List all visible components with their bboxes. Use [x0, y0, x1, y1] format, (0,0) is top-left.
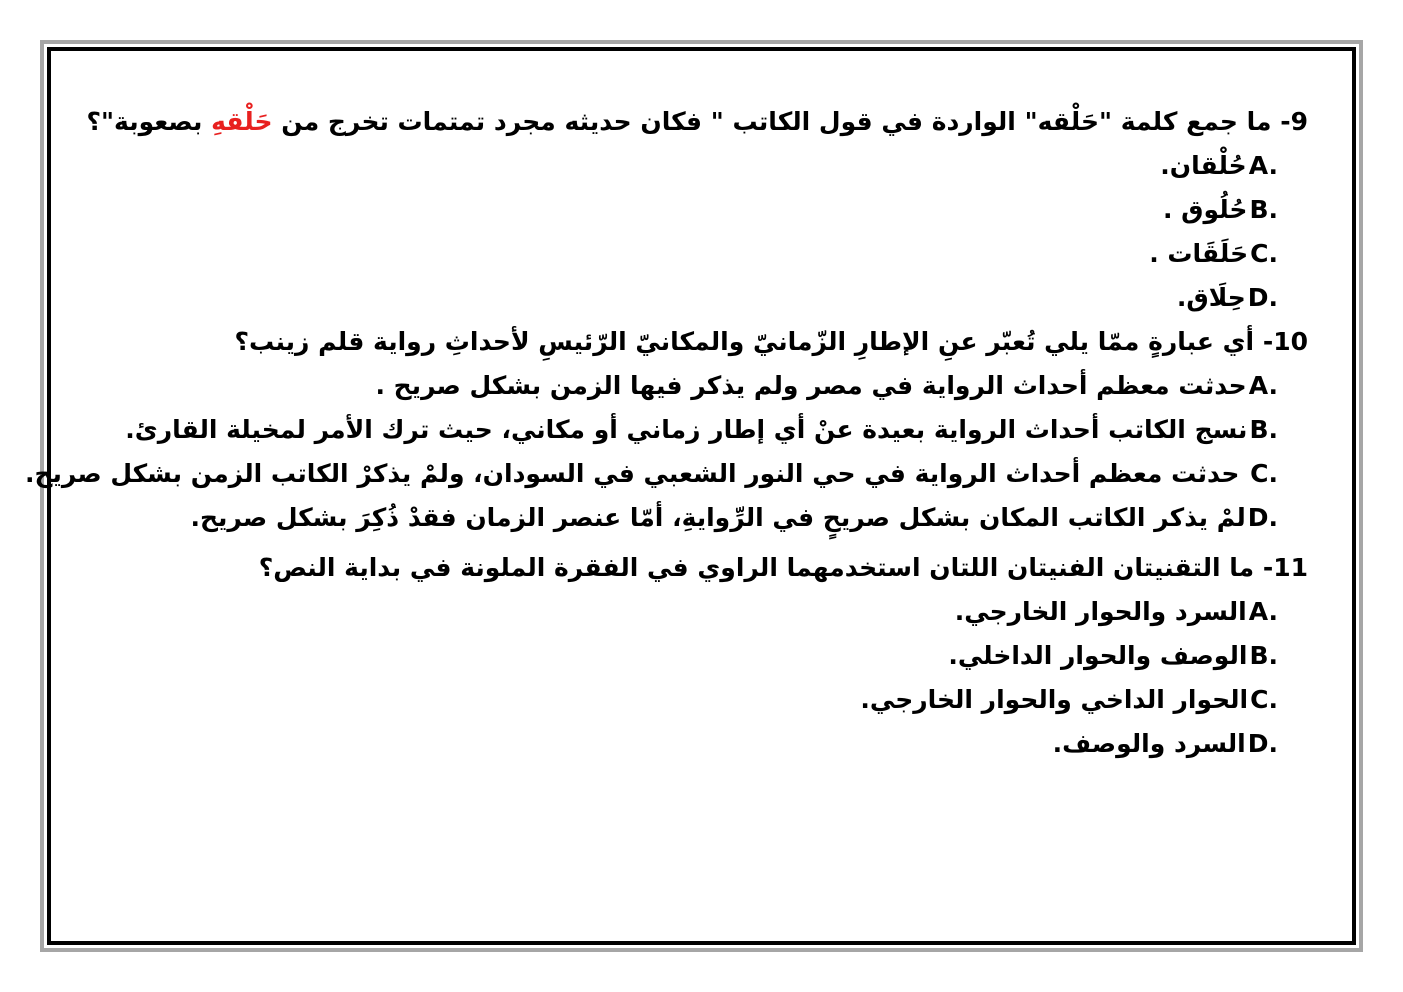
option-letter: D.	[1247, 729, 1278, 758]
quiz-content	[25, 100, 1308, 766]
option-letter: C.	[1250, 239, 1278, 268]
option-letter: A.	[1248, 597, 1278, 626]
option-text: حُلُوق .	[1162, 195, 1248, 224]
question-10	[60, 320, 1308, 364]
question-10-number: 10-	[1262, 327, 1308, 356]
option-letter: C.	[1250, 685, 1278, 714]
option-letter: B.	[1249, 415, 1278, 444]
question-9-highlight: حَلْقهِ	[211, 107, 273, 136]
option-9-c[interactable]	[60, 232, 1278, 276]
question-9-options	[60, 144, 1308, 320]
question-9-text-end: بصعوبة"؟	[86, 107, 212, 136]
option-letter: A.	[1248, 151, 1278, 180]
option-text: الحوار الداخي والحوار الخارجي.	[860, 685, 1249, 714]
question-9-number: 9-	[1280, 107, 1308, 136]
option-text: حِلَاق.	[1176, 283, 1246, 312]
option-text: حدثت معظم أحداث الرواية في مصر ولم يذكر فيها الزمن بشكل صريح .	[375, 371, 1247, 400]
question-10-text: أي عبارةٍ ممّا يلي تُعبّر عنِ الإطارِ الزّمانيّ والمكانيّ الرّئيسِ لأحداثِ رواية قلم زينب؟	[234, 327, 1263, 356]
question-11-number: 11-	[1262, 553, 1308, 582]
option-text: نسج الكاتب أحداث الرواية بعيدة عنْ أي إطار زماني أو مكاني، حيث ترك الأمر لمخيلة القارئ.	[125, 415, 1248, 444]
option-letter: B.	[1249, 195, 1278, 224]
option-10-b[interactable]	[60, 408, 1278, 452]
option-9-a[interactable]	[60, 144, 1278, 188]
option-9-d[interactable]	[60, 276, 1278, 320]
option-11-a[interactable]	[60, 590, 1278, 634]
option-text: حدثت معظم أحداث الرواية في حي النور الشعبي في السودان، ولمْ يذكرْ الكاتب الزمن بشكل صريح.	[25, 459, 1249, 488]
question-9-text: ما جمع كلمة "حَلْقه" الواردة في قول الكاتب " فكان حديثه مجرد تمتمات تخرج من	[272, 107, 1281, 136]
option-text: لمْ يذكر الكاتب المكان بشكل صريحٍ في الرِّوايةِ، أمّا عنصر الزمان فقدْ ذُكِرَ بشكل صريح.	[190, 503, 1246, 532]
option-letter: C.	[1250, 459, 1278, 488]
option-letter: B.	[1249, 641, 1278, 670]
option-text: حُلْقان.	[1160, 151, 1247, 180]
option-11-b[interactable]	[60, 634, 1278, 678]
option-text: السرد والوصف.	[1052, 729, 1246, 758]
option-11-c[interactable]	[60, 678, 1278, 722]
option-10-c[interactable]	[25, 452, 1278, 496]
option-letter: A.	[1248, 371, 1278, 400]
question-11	[60, 546, 1308, 590]
question-9	[60, 100, 1308, 144]
option-text: الوصف والحوار الداخلي.	[948, 641, 1248, 670]
option-10-d[interactable]	[60, 496, 1278, 540]
option-11-d[interactable]	[60, 722, 1278, 766]
question-11-text: ما التقنيتان الفنيتان اللتان استخدمهما الراوي في الفقرة الملونة في بداية النص؟	[258, 553, 1263, 582]
question-10-options	[25, 364, 1308, 540]
option-letter: D.	[1247, 283, 1278, 312]
option-text: حَلَقَات .	[1149, 239, 1249, 268]
option-letter: D.	[1247, 503, 1278, 532]
option-text: السرد والحوار الخارجي.	[954, 597, 1247, 626]
option-9-b[interactable]	[60, 188, 1278, 232]
question-11-options	[60, 590, 1308, 766]
option-10-a[interactable]	[60, 364, 1278, 408]
